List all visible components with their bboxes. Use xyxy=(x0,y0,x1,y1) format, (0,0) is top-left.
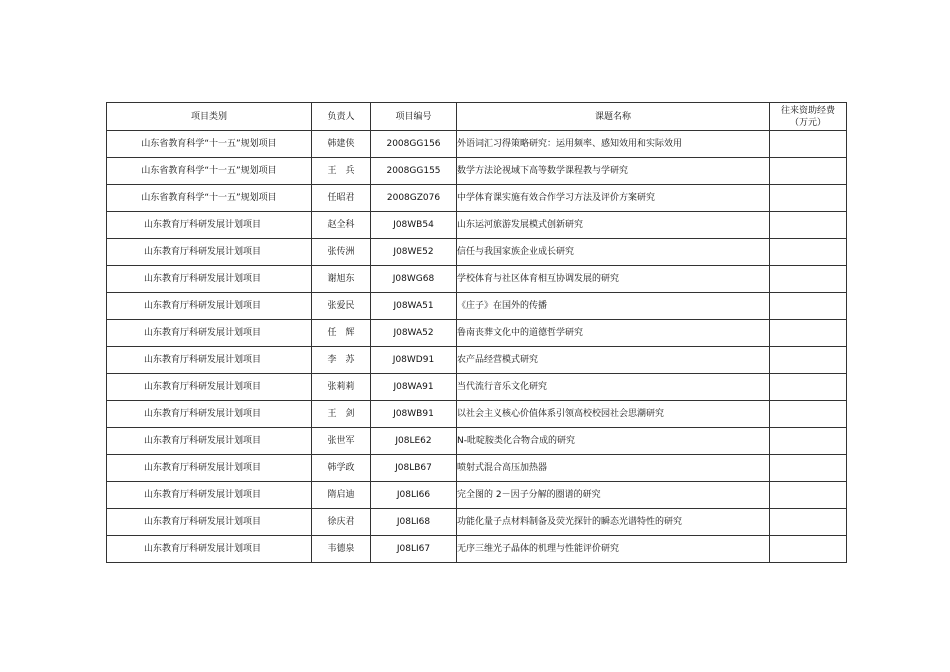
table-row xyxy=(107,266,847,293)
project-code-cell: J08WB54 xyxy=(371,212,457,239)
header-person: 负责人 xyxy=(312,103,371,131)
funding-cell xyxy=(770,347,847,374)
project-title-cell: 无序三维光子晶体的机理与性能评价研究 xyxy=(457,536,770,563)
table-row xyxy=(107,131,847,158)
project-category-cell: 山东省教育科学“十一五”规划项目 xyxy=(107,131,312,158)
funding-cell xyxy=(770,455,847,482)
project-code-cell: J08WE52 xyxy=(371,239,457,266)
project-title-cell: 鲁南丧葬文化中的道德哲学研究 xyxy=(457,320,770,347)
project-title-cell: 数学方法论视域下高等数学课程教与学研究 xyxy=(457,158,770,185)
project-code-cell: J08LI66 xyxy=(371,482,457,509)
person-cell: 张爱民 xyxy=(312,293,371,320)
funding-cell xyxy=(770,239,847,266)
table-row xyxy=(107,428,847,455)
project-category-cell: 山东教育厅科研发展计划项目 xyxy=(107,293,312,320)
table-row xyxy=(107,158,847,185)
funding-cell xyxy=(770,185,847,212)
project-title-cell: 以社会主义核心价值体系引领高校校园社会思潮研究 xyxy=(457,401,770,428)
project-category-cell: 山东教育厅科研发展计划项目 xyxy=(107,428,312,455)
project-title-cell: 农产品经营模式研究 xyxy=(457,347,770,374)
person-cell: 隋启迪 xyxy=(312,482,371,509)
project-title-cell: 学校体育与社区体育相互协调发展的研究 xyxy=(457,266,770,293)
funding-cell xyxy=(770,266,847,293)
table-row xyxy=(107,482,847,509)
person-cell: 谢旭东 xyxy=(312,266,371,293)
funding-cell xyxy=(770,428,847,455)
funding-cell xyxy=(770,509,847,536)
funding-cell xyxy=(770,536,847,563)
project-category-cell: 山东省教育科学“十一五”规划项目 xyxy=(107,185,312,212)
project-code-cell: J08WA52 xyxy=(371,320,457,347)
person-cell: 王 兵 xyxy=(312,158,371,185)
project-table xyxy=(106,102,847,563)
project-category-cell: 山东省教育科学“十一五”规划项目 xyxy=(107,158,312,185)
header-funding-line2: （万元） xyxy=(789,117,826,128)
project-category-cell: 山东教育厅科研发展计划项目 xyxy=(107,401,312,428)
project-category-cell: 山东教育厅科研发展计划项目 xyxy=(107,239,312,266)
project-code-cell: J08WG68 xyxy=(371,266,457,293)
project-category-cell: 山东教育厅科研发展计划项目 xyxy=(107,482,312,509)
funding-cell xyxy=(770,374,847,401)
project-category-cell: 山东教育厅科研发展计划项目 xyxy=(107,347,312,374)
project-category-cell: 山东教育厅科研发展计划项目 xyxy=(107,320,312,347)
funding-cell xyxy=(770,320,847,347)
project-code-cell: 2008GZ076 xyxy=(371,185,457,212)
project-code-cell: J08WD91 xyxy=(371,347,457,374)
project-code-cell: J08WA91 xyxy=(371,374,457,401)
project-title-cell: 中学体育课实施有效合作学习方法及评价方案研究 xyxy=(457,185,770,212)
project-category-cell: 山东教育厅科研发展计划项目 xyxy=(107,212,312,239)
table-row xyxy=(107,347,847,374)
table-row xyxy=(107,293,847,320)
person-cell: 张世军 xyxy=(312,428,371,455)
funding-cell xyxy=(770,482,847,509)
project-title-cell: 功能化量子点材料制备及荧光探针的瞬态光谱特性的研究 xyxy=(457,509,770,536)
table-row xyxy=(107,455,847,482)
funding-cell xyxy=(770,293,847,320)
project-category-cell: 山东教育厅科研发展计划项目 xyxy=(107,455,312,482)
project-title-cell: 当代流行音乐文化研究 xyxy=(457,374,770,401)
header-funding-line1: 往来资助经费 xyxy=(780,105,835,116)
funding-cell xyxy=(770,401,847,428)
person-cell: 任昭君 xyxy=(312,185,371,212)
project-title-cell: 《庄子》在国外的传播 xyxy=(457,293,770,320)
project-category-cell: 山东教育厅科研发展计划项目 xyxy=(107,374,312,401)
person-cell: 张传洲 xyxy=(312,239,371,266)
project-code-cell: J08LI68 xyxy=(371,509,457,536)
project-code-cell: J08LE62 xyxy=(371,428,457,455)
header-code: 项目编号 xyxy=(371,103,457,131)
person-cell: 赵全科 xyxy=(312,212,371,239)
header-title: 课题名称 xyxy=(457,103,770,131)
project-category-cell: 山东教育厅科研发展计划项目 xyxy=(107,536,312,563)
project-category-cell: 山东教育厅科研发展计划项目 xyxy=(107,509,312,536)
table-row xyxy=(107,185,847,212)
project-code-cell: J08WA51 xyxy=(371,293,457,320)
table-row xyxy=(107,401,847,428)
table-row xyxy=(107,374,847,401)
table-row xyxy=(107,509,847,536)
header-funding xyxy=(770,103,847,131)
header-row xyxy=(107,103,847,131)
person-cell: 徐庆君 xyxy=(312,509,371,536)
person-cell: 韩学政 xyxy=(312,455,371,482)
funding-cell xyxy=(770,158,847,185)
header-category: 项目类别 xyxy=(107,103,312,131)
table-row xyxy=(107,320,847,347)
project-category-cell: 山东教育厅科研发展计划项目 xyxy=(107,266,312,293)
project-code-cell: J08WB91 xyxy=(371,401,457,428)
person-cell: 任 辉 xyxy=(312,320,371,347)
person-cell: 韦德泉 xyxy=(312,536,371,563)
table-row xyxy=(107,536,847,563)
project-code-cell: J08LI67 xyxy=(371,536,457,563)
project-title-cell: N-吡啶胺类化合物合成的研究 xyxy=(457,428,770,455)
funding-cell xyxy=(770,131,847,158)
person-cell: 张莉莉 xyxy=(312,374,371,401)
person-cell: 李 苏 xyxy=(312,347,371,374)
funding-cell xyxy=(770,212,847,239)
project-code-cell: 2008GG155 xyxy=(371,158,457,185)
project-code-cell: J08LB67 xyxy=(371,455,457,482)
project-title-cell: 喷射式混合高压加热器 xyxy=(457,455,770,482)
person-cell: 韩建侠 xyxy=(312,131,371,158)
project-title-cell: 信任与我国家族企业成长研究 xyxy=(457,239,770,266)
project-code-cell: 2008GG156 xyxy=(371,131,457,158)
person-cell: 王 剑 xyxy=(312,401,371,428)
table-row xyxy=(107,212,847,239)
table-row xyxy=(107,239,847,266)
project-title-cell: 外语词汇习得策略研究：运用频率、感知效用和实际效用 xyxy=(457,131,770,158)
project-title-cell: 完全图的 2－因子分解的圈谱的研究 xyxy=(457,482,770,509)
project-title-cell: 山东运河旅游发展模式创新研究 xyxy=(457,212,770,239)
